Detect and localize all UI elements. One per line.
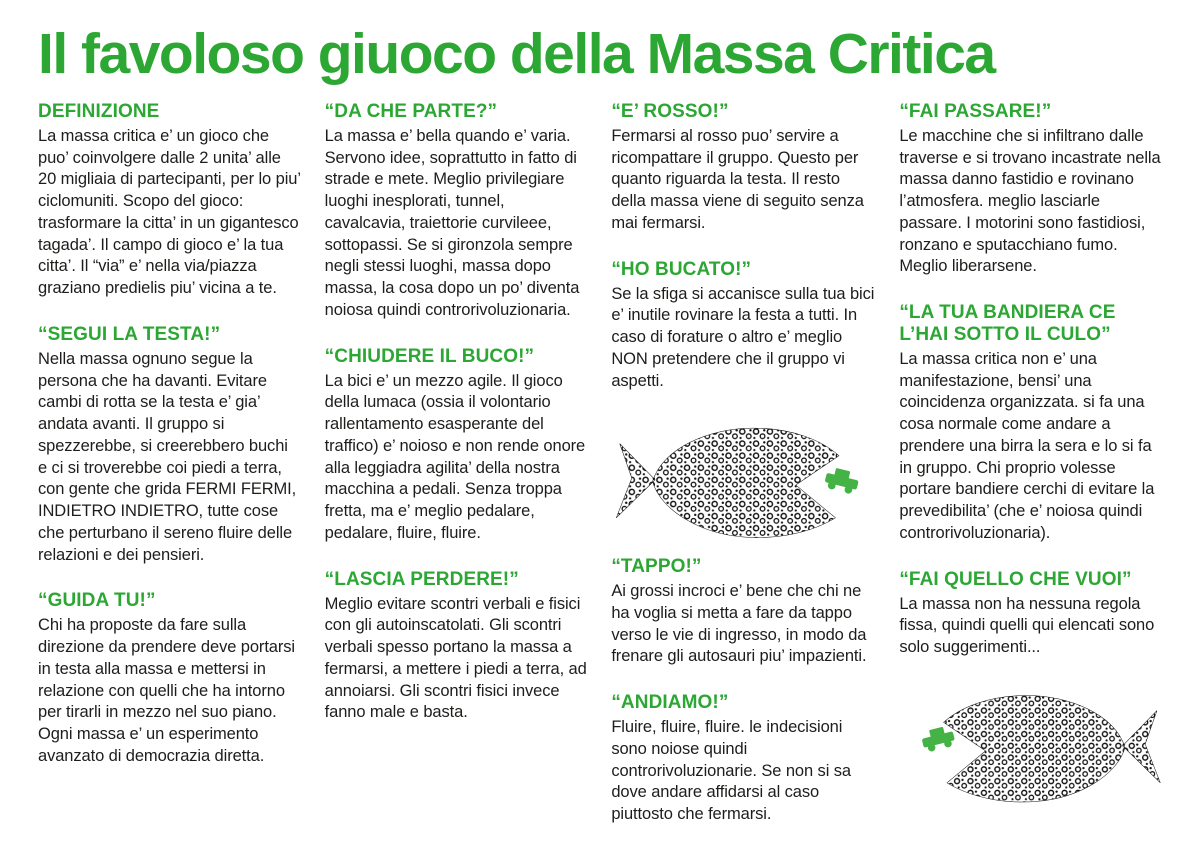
section-fai-passare — [899, 101, 1162, 278]
bike-fish-eating-car-mirrored-icon — [910, 683, 1162, 807]
section-body: Ai grossi incroci e’ bene che chi ne ha voglia si metta a fare da tappo verso le vie di ingresso, in modo da frenare gli autosauri piu’ impazienti. — [611, 582, 867, 666]
column-4 — [899, 101, 1162, 846]
section-da-che-parte — [325, 101, 588, 322]
green-car-icon — [824, 466, 861, 495]
section-body: La massa critica non e’ una manifestazione, bensi’ una coincidenza organizzata. si fa una cosa normale come andare a prendere una birra la sera e lo si fa in gruppo. Chi proprio volesse portare bandiere cerchi di evitare la prevedibilita’ (che e’ noiosa quindi controrivoluzionaria). — [899, 349, 1155, 543]
section-body: Meglio evitare scontri verbali e fisici con gli autoinscatolati. Gli scontri verbali spesso portano la massa a fermarsi, a mettere i piedi a terra, ad annoiarsi. Gli scontri fisici invece fanno male e basta. — [324, 594, 587, 722]
section-heading: “FAI PASSARE!” — [899, 101, 1052, 122]
section-heading: “LASCIA PERDERE!” — [324, 568, 519, 590]
section-heading: DEFINIZIONE — [38, 101, 160, 122]
column-1 — [38, 101, 301, 846]
section-ho-bucato — [611, 259, 875, 393]
section-heading: “E’ ROSSO!” — [611, 101, 729, 122]
section-body: La massa critica e’ un gioco che puo’ coinvolgere dalle 2 unita’ alle 20 migliaia di partecipanti, per lo piu’ ciclomuniti. Scopo del gioco: trasformare la citta’ in un gigantesco tagada’. Il campo di gioco e’ la tua citta’. Il “via” e’ nella via/piazza graziano predielis piu’ vicina a te. — [38, 126, 301, 298]
section-chiudere-il-buco — [325, 346, 588, 545]
section-heading: “TAPPO!” — [611, 556, 702, 578]
section-heading: “SEGUI LA TESTA!” — [38, 323, 221, 345]
poster-columns — [0, 87, 1200, 846]
section-body: Le macchine che si infiltrano dalle traverse e si trovano incastrate nella massa danno fastidio e rovinano l’atmosfera. meglio lasciarle passare. I motorini sono fastidiosi, ronzano e sputacchiano fumo. Meglio liberarsene. — [899, 126, 1161, 276]
section-body: Se la sfiga si accanisce sulla tua bici e’ inutile rovinare la festa a tutti. In caso di forature o altro e’ meglio NON pretendere che il gruppo vi aspetti. — [611, 284, 875, 390]
section-la-tua-bandiera — [899, 302, 1162, 545]
page-title: Il favoloso giuoco della Massa Critica — [38, 22, 995, 86]
section-heading: “HO BUCATO!” — [611, 258, 752, 280]
section-lascia-perdere — [325, 569, 588, 724]
section-body: La bici e’ un mezzo agile. Il gioco della lumaca (ossia il volontario rallentamento esasperante del traffico) e’ noioso e non rende onore alla leggiadra agilita’ della nostra macchina a pedali. Senza troppa fretta, ma e’ meglio pedalare, pedalare, fluire, fluire. — [324, 371, 586, 542]
green-car-icon — [920, 725, 956, 754]
section-andiamo — [611, 692, 875, 826]
section-body: Fluire, fluire, fluire. le indecisioni sono noiose quindi controrivoluzionarie. Se non si sa dove andare affidarsi al caso piuttosto che fermarsi. — [611, 718, 851, 824]
section-heading: “LA TUA BANDIERA CE L’HAI SOTTO IL CULO” — [899, 302, 1116, 346]
section-e-rosso — [611, 101, 875, 235]
section-tappo — [611, 556, 875, 668]
column-2 — [325, 101, 588, 846]
section-fai-quello-che-vuoi — [899, 569, 1162, 659]
section-heading: “ANDIAMO!” — [611, 692, 729, 714]
section-segui-la-testa — [38, 324, 301, 567]
section-body: Nella massa ognuno segue la persona che ha davanti. Evitare cambi di rotta se la testa e’ gia’ andata avanti. Il gruppo si spezzerebbe, si creerebbero buchi e ci si troverebbe coi piedi a terra, con gente che grida FERMI FERMI, INDIETRO INDIETRO, tutte cose che perturbano il sereno fluire delle relazioni e dei pensieri. — [38, 349, 297, 564]
section-body: Chi ha proposte da fare sulla direzione da prendere deve portarsi in testa alla massa e mettersi in relazione con quelli che ha intorno per tirarli in mezzo nel suo piano. Ogni massa e’ un esperimento avanzato di democrazia diretta. — [38, 616, 295, 765]
section-body: La massa non ha nessuna regola fissa, quindi quelli qui elencati sono solo suggerimenti... — [899, 594, 1155, 657]
section-guida-tu — [38, 590, 301, 767]
section-body: Fermarsi al rosso puo’ servire a ricompattare il gruppo. Questo per quanto riguarda la testa. Il resto della massa viene di seguito senza mai fermarsi. — [611, 126, 864, 232]
section-definizione — [38, 101, 301, 300]
column-3 — [611, 101, 875, 846]
bike-fish-eating-car-icon — [613, 416, 875, 542]
section-heading: “FAI QUELLO CHE VUOI” — [899, 568, 1132, 590]
section-heading: “GUIDA TU!” — [38, 590, 156, 612]
section-body: La massa e’ bella quando e’ varia. Servono idee, soprattutto in fatto di strade e mete. Meglio privilegiare luoghi inesplorati, tunnel, cavalcavia, traiettorie curvileee, sottopassi. Se si gironzola sempre negli stessi luoghi, massa dopo massa, la cosa dopo un po’ diventa noiosa quindi controrivoluzionaria. — [324, 126, 580, 319]
section-heading: “DA CHE PARTE?” — [324, 101, 498, 122]
section-heading: “CHIUDERE IL BUCO!” — [324, 345, 535, 367]
